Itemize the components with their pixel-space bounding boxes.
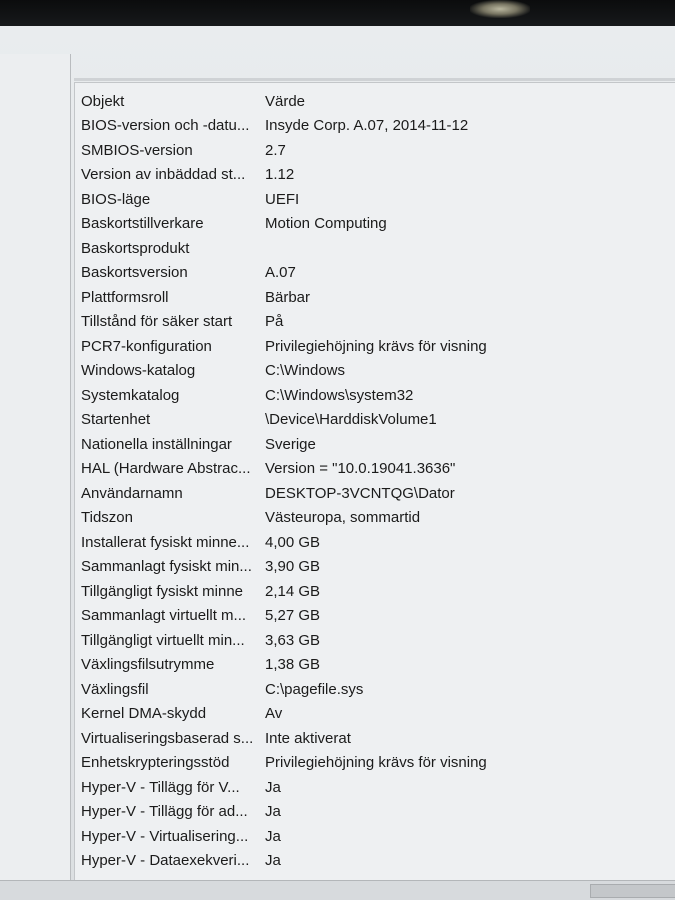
table-row[interactable]	[81, 555, 665, 580]
row-object-cell: Kernel DMA-skydd	[81, 705, 207, 723]
row-value-cell: C:\Windows\system32	[265, 386, 414, 404]
row-object-cell: Hyper-V - Tillägg för V...	[81, 778, 240, 796]
row-object-cell: Baskortsversion	[81, 264, 188, 282]
row-value-cell: C:\Windows	[265, 362, 346, 380]
row-object-cell: Enhetskrypteringsstöd	[81, 754, 230, 772]
row-object-cell: Virtualiseringsbaserad s...	[81, 729, 254, 747]
row-value-cell: UEFI	[265, 190, 300, 208]
row-value-cell: 1,38 GB	[265, 656, 321, 674]
table-row[interactable]	[81, 800, 665, 825]
row-value-cell: Ja	[265, 827, 281, 845]
row-object-cell: Baskortsprodukt	[81, 239, 190, 257]
row-value-cell: Privilegiehöjning krävs för visning	[265, 754, 487, 772]
row-value-cell: 3,63 GB	[265, 631, 321, 649]
row-object-cell: Nationella inställningar	[81, 435, 232, 453]
row-value-cell: Motion Computing	[265, 215, 387, 233]
table-row[interactable]	[81, 432, 665, 457]
table-row[interactable]	[81, 383, 665, 408]
row-object-cell: Plattformsroll	[81, 288, 169, 306]
table-row[interactable]	[81, 702, 665, 727]
row-object-cell: Hyper-V - Dataexekveri...	[81, 852, 250, 870]
table-row[interactable]	[81, 824, 665, 849]
table-header-row	[81, 89, 665, 114]
table-row[interactable]	[81, 579, 665, 604]
table-body	[81, 114, 665, 874]
row-object-cell: Systemkatalog	[81, 386, 180, 404]
row-value-cell: Ja	[265, 778, 281, 796]
table-row[interactable]	[81, 163, 665, 188]
table-row[interactable]	[81, 138, 665, 163]
system-summary-table	[81, 89, 665, 873]
table-row[interactable]	[81, 530, 665, 555]
row-object-cell: Växlingsfilsutrymme	[81, 656, 215, 674]
row-object-cell: HAL (Hardware Abstrac...	[81, 460, 251, 478]
row-object-cell: Användarnamn	[81, 484, 183, 502]
row-value-cell: 2,14 GB	[265, 582, 321, 600]
row-value-cell: DESKTOP-3VCNTQG\Dator	[265, 484, 455, 502]
column-header-object[interactable]: Objekt	[81, 92, 125, 110]
table-row[interactable]	[81, 751, 665, 776]
table-row[interactable]	[81, 604, 665, 629]
table-row[interactable]	[81, 114, 665, 139]
row-value-cell: Privilegiehöjning krävs för visning	[265, 337, 487, 355]
scrollbar-thumb[interactable]	[590, 884, 675, 898]
table-row[interactable]	[81, 212, 665, 237]
row-object-cell: Tillgängligt virtuellt min...	[81, 631, 245, 649]
row-value-cell: Ja	[265, 852, 281, 870]
row-object-cell: Tidszon	[81, 509, 133, 527]
table-row[interactable]	[81, 726, 665, 751]
row-value-cell: 1.12	[265, 166, 295, 184]
table-row[interactable]	[81, 408, 665, 433]
row-value-cell: Inte aktiverat	[265, 729, 351, 747]
table-row[interactable]	[81, 187, 665, 212]
row-value-cell: Ja	[265, 803, 281, 821]
row-object-cell: BIOS-version och -datu...	[81, 117, 250, 135]
category-tree-pane[interactable]	[0, 54, 71, 884]
row-value-cell: 5,27 GB	[265, 607, 321, 625]
row-value-cell	[265, 236, 665, 261]
row-object-cell: Startenhet	[81, 411, 151, 429]
table-row[interactable]	[81, 310, 665, 335]
row-object-cell: SMBIOS-version	[81, 141, 193, 159]
splitter-bar[interactable]	[74, 78, 675, 81]
column-header-value[interactable]: Värde	[265, 92, 306, 110]
table-row[interactable]	[81, 481, 665, 506]
row-object-cell: BIOS-läge	[81, 190, 151, 208]
row-value-cell: 4,00 GB	[265, 533, 321, 551]
row-value-cell: Av	[265, 705, 283, 723]
row-object-cell: Växlingsfil	[81, 680, 149, 698]
table-row[interactable]	[81, 261, 665, 286]
row-object-cell: Baskortstillverkare	[81, 215, 204, 233]
row-value-cell: 2.7	[265, 141, 286, 159]
row-object-cell: Tillgängligt fysiskt minne	[81, 582, 244, 600]
row-value-cell: Bärbar	[265, 288, 311, 306]
screen-glare	[470, 0, 530, 18]
table-row[interactable]	[81, 285, 665, 310]
row-value-cell: Insyde Corp. A.07, 2014-11-12	[265, 117, 469, 135]
row-object-cell: Hyper-V - Virtualisering...	[81, 827, 249, 845]
row-object-cell: Version av inbäddad st...	[81, 166, 246, 184]
row-object-cell: Sammanlagt virtuellt m...	[81, 607, 247, 625]
table-row[interactable]	[81, 359, 665, 384]
row-object-cell: Installerat fysiskt minne...	[81, 533, 250, 551]
row-object-cell: Sammanlagt fysiskt min...	[81, 558, 252, 576]
details-pane[interactable]	[74, 82, 675, 881]
row-value-cell: A.07	[265, 264, 296, 282]
table-row[interactable]	[81, 506, 665, 531]
table-row[interactable]	[81, 236, 665, 261]
row-object-cell: Windows-katalog	[81, 362, 196, 380]
row-value-cell: Sverige	[265, 435, 316, 453]
table-row[interactable]	[81, 849, 665, 874]
table-row[interactable]	[81, 628, 665, 653]
row-object-cell: Tillstånd för säker start	[81, 313, 233, 331]
row-value-cell: På	[265, 313, 284, 331]
row-value-cell: Västeuropa, sommartid	[265, 509, 421, 527]
table-row[interactable]	[81, 677, 665, 702]
row-object-cell: PCR7-konfiguration	[81, 337, 212, 355]
table-row[interactable]	[81, 457, 665, 482]
table-row[interactable]	[81, 775, 665, 800]
row-value-cell: 3,90 GB	[265, 558, 321, 576]
row-value-cell: C:\pagefile.sys	[265, 680, 364, 698]
horizontal-scrollbar[interactable]	[0, 880, 675, 900]
row-object-cell: Hyper-V - Tillägg för ad...	[81, 803, 248, 821]
table-row[interactable]	[81, 653, 665, 678]
table-row[interactable]	[81, 334, 665, 359]
row-value-cell: \Device\HarddiskVolume1	[265, 411, 437, 429]
row-value-cell: Version = "10.0.19041.3636"	[265, 460, 456, 478]
